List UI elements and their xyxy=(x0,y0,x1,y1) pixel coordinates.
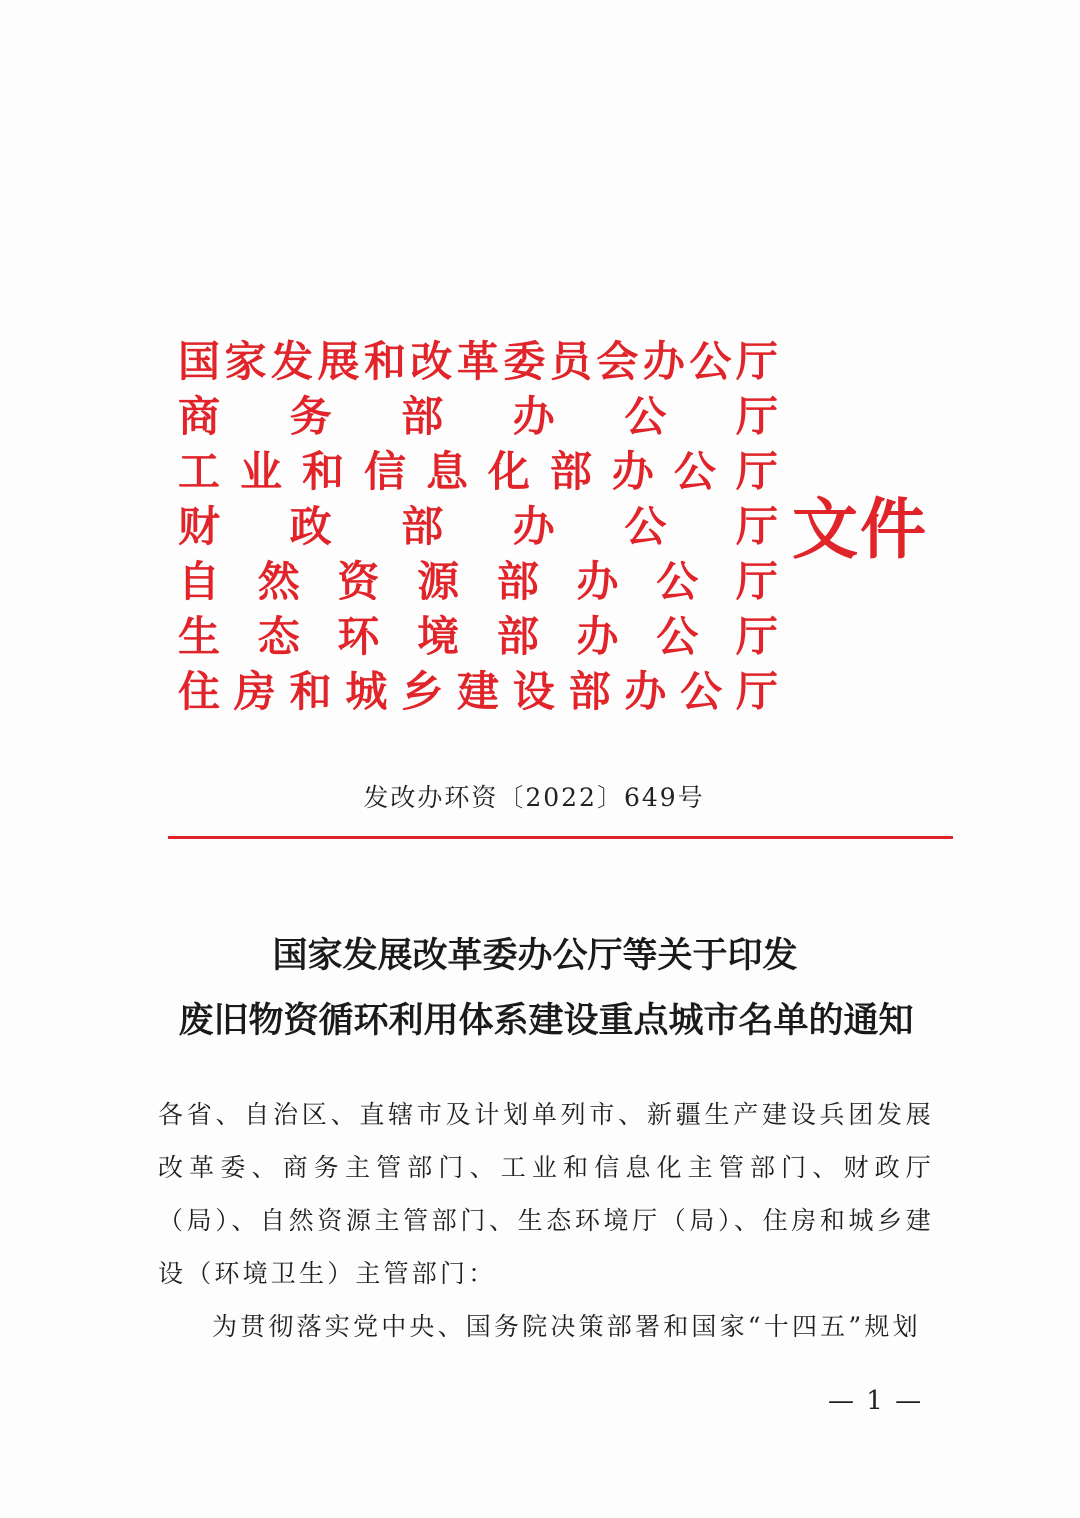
issuer-char: 国 xyxy=(178,337,221,386)
document-title-line-2: 废旧物资循环利用体系建设重点城市名单的通知 xyxy=(178,1001,914,1041)
issuer-char: 革 xyxy=(456,337,499,386)
issuer-char: 公 xyxy=(673,447,716,496)
issuer-char: 然 xyxy=(257,557,300,606)
document-number-text: 发改办环资〔2022〕649号 xyxy=(363,783,705,812)
issuer-char: 务 xyxy=(289,392,332,441)
issuer-line xyxy=(178,499,778,554)
document-number xyxy=(0,778,1080,814)
issuer-char: 厅 xyxy=(735,502,778,551)
issuer-char: 部 xyxy=(496,612,539,661)
issuer-char: 部 xyxy=(549,447,592,496)
issuer-char: 厅 xyxy=(735,557,778,606)
issuer-char: 公 xyxy=(624,392,667,441)
issuer-char: 乡 xyxy=(401,667,444,716)
issuer-char: 发 xyxy=(270,337,313,386)
issuer-line xyxy=(178,444,778,499)
issuer-char: 厅 xyxy=(735,447,778,496)
issuer-char: 境 xyxy=(417,612,460,661)
issuer-char: 建 xyxy=(456,667,499,716)
issuer-line xyxy=(178,664,778,719)
issuer-char: 环 xyxy=(337,612,380,661)
masthead-suffix: 文件 xyxy=(792,491,928,568)
issuer-char: 财 xyxy=(178,502,221,551)
issuer-char: 部 xyxy=(496,557,539,606)
issuer-line xyxy=(178,609,778,664)
issuer-char: 自 xyxy=(178,557,221,606)
issuer-char: 员 xyxy=(549,337,592,386)
issuer-char: 住 xyxy=(178,667,221,716)
body-paragraph: 为贯彻落实党中央、国务院决策部署和国家“十四五”规划 xyxy=(212,1312,921,1341)
issuer-char: 委 xyxy=(503,337,546,386)
issuer-char: 和 xyxy=(363,337,406,386)
issuer-char: 公 xyxy=(656,557,699,606)
page-number: — 1 — xyxy=(828,1386,924,1416)
issuer-char: 会 xyxy=(596,337,639,386)
issuer-char: 办 xyxy=(611,447,654,496)
document-title-line-1: 国家发展改革委办公厅等关于印发 xyxy=(272,936,798,976)
issuer-char: 信 xyxy=(363,447,406,496)
issuer-line xyxy=(178,554,778,609)
issuer-char: 和 xyxy=(301,447,344,496)
issuer-char: 办 xyxy=(624,667,667,716)
issuer-char: 源 xyxy=(417,557,460,606)
issuer-char: 业 xyxy=(239,447,282,496)
issuer-char: 家 xyxy=(224,337,267,386)
document-body xyxy=(158,1088,934,1353)
issuer-char: 厅 xyxy=(735,392,778,441)
issuer-char: 生 xyxy=(178,612,221,661)
issuer-char: 办 xyxy=(512,502,555,551)
issuer-char: 办 xyxy=(576,612,619,661)
issuer-char: 设 xyxy=(512,667,555,716)
issuer-char: 公 xyxy=(680,667,723,716)
issuer-char: 房 xyxy=(233,667,276,716)
issuer-char: 公 xyxy=(624,502,667,551)
issuer-char: 公 xyxy=(656,612,699,661)
issuer-char: 城 xyxy=(345,667,388,716)
issuer-char: 办 xyxy=(576,557,619,606)
issuer-char: 办 xyxy=(642,337,685,386)
issuer-char: 息 xyxy=(425,447,468,496)
issuer-char: 厅 xyxy=(735,667,778,716)
issuer-char: 政 xyxy=(289,502,332,551)
issuer-char: 厅 xyxy=(735,612,778,661)
issuer-char: 和 xyxy=(289,667,332,716)
issuer-char: 部 xyxy=(401,392,444,441)
addressees-paragraph: 各省、自治区、直辖市及计划单列市、新疆生产建设兵团发展改革委、商务主管部门、工业和信息化主管部门、财政厅（局）、自然资源主管部门、生态环境厅（局）、住房和城乡建设（环境卫生）主管部门： xyxy=(158,1100,934,1288)
issuer-line xyxy=(178,334,778,389)
masthead-issuers xyxy=(178,334,778,719)
issuer-char: 公 xyxy=(689,337,732,386)
issuer-char: 办 xyxy=(512,392,555,441)
issuer-char: 工 xyxy=(178,447,221,496)
red-separator-line xyxy=(168,836,953,839)
issuer-char: 资 xyxy=(337,557,380,606)
issuer-char: 部 xyxy=(401,502,444,551)
issuer-char: 态 xyxy=(257,612,300,661)
issuer-char: 化 xyxy=(487,447,530,496)
issuer-line xyxy=(178,389,778,444)
issuer-char: 厅 xyxy=(735,337,778,386)
issuer-char: 展 xyxy=(317,337,360,386)
issuer-char: 部 xyxy=(568,667,611,716)
issuer-char: 商 xyxy=(178,392,221,441)
issuer-char: 改 xyxy=(410,337,453,386)
